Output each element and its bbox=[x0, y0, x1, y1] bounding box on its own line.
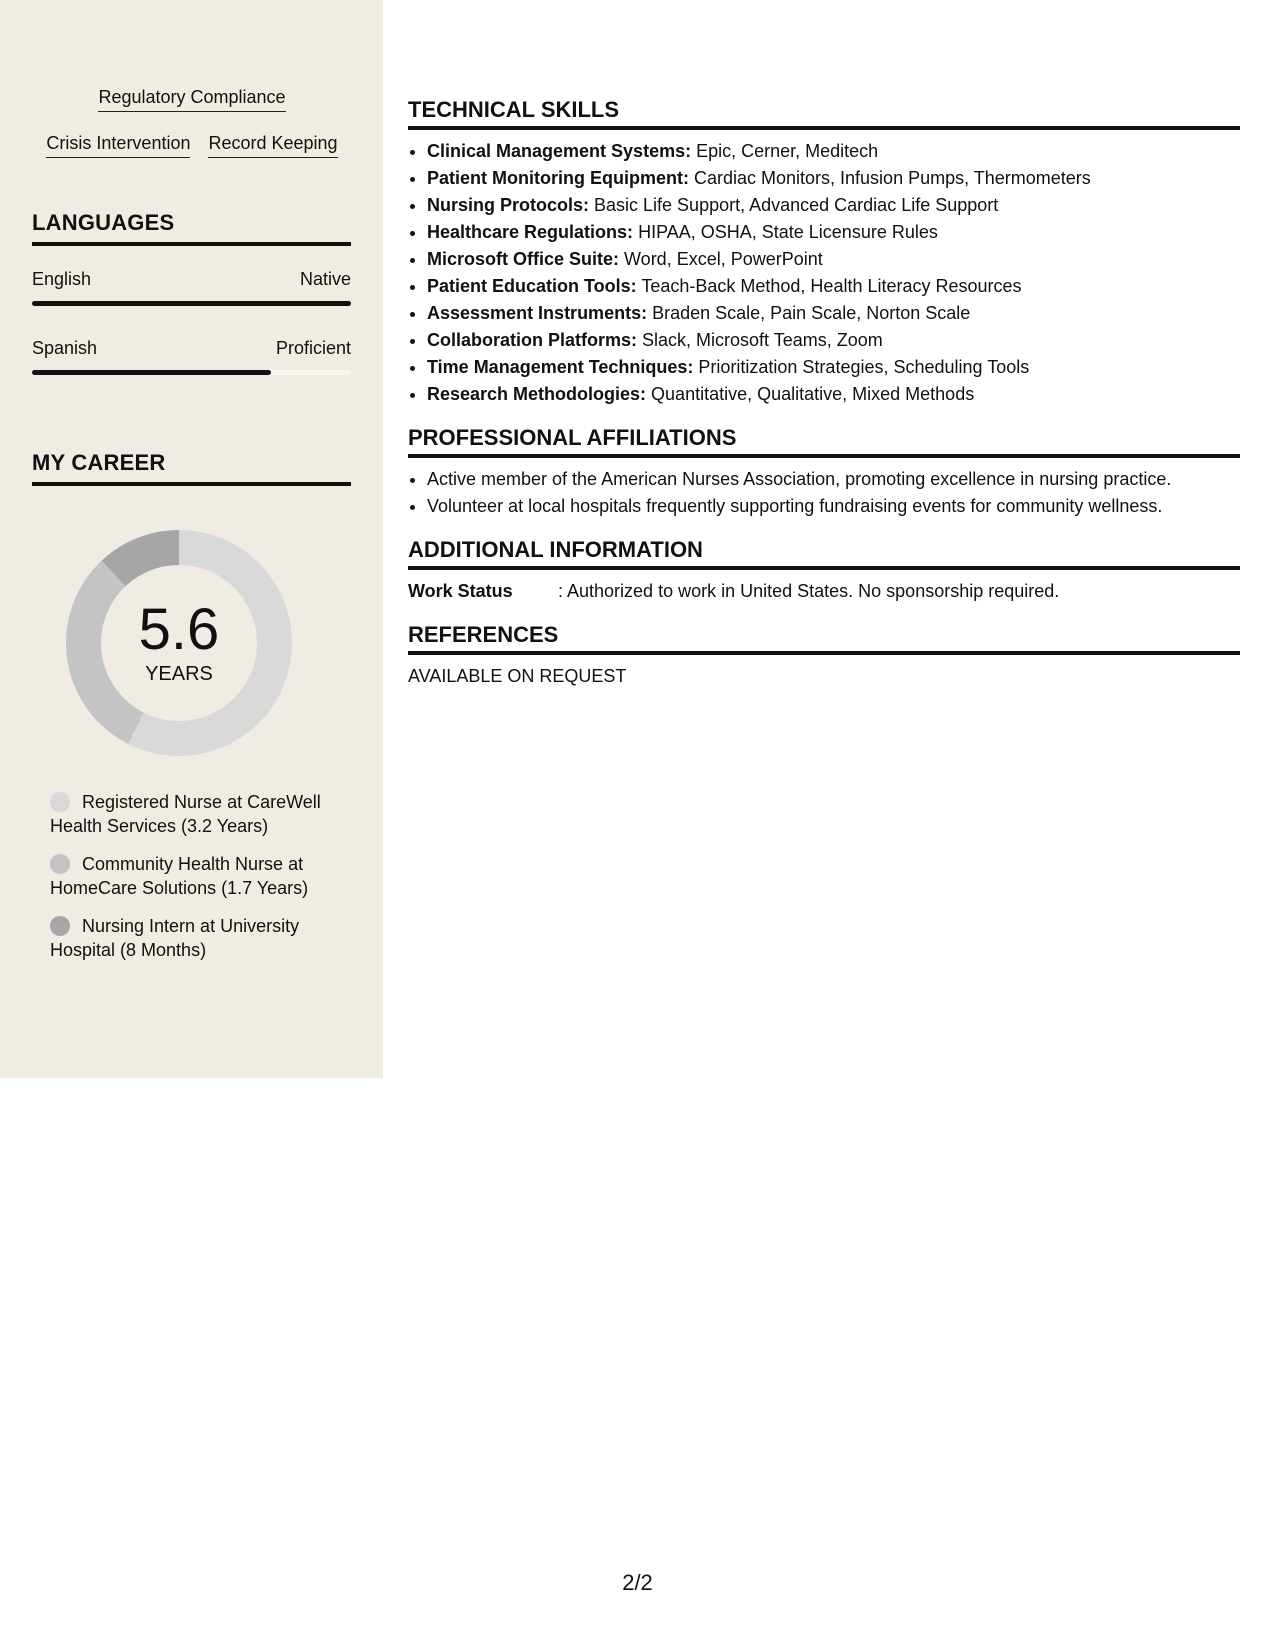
skill-item bbox=[427, 273, 1240, 300]
references-heading: REFERENCES bbox=[408, 621, 1240, 655]
language-proficiency-fill bbox=[32, 370, 271, 375]
skill-item bbox=[427, 219, 1240, 246]
language-proficiency-bar bbox=[32, 370, 351, 375]
references-text: AVAILABLE ON REQUEST bbox=[408, 666, 627, 686]
legend-label: Community Health Nurse at HomeCare Solutions (1.7 Years) bbox=[50, 854, 309, 898]
skill-value: Basic Life Support, Advanced Cardiac Life Support bbox=[589, 195, 999, 215]
skill-tag-crisis-intervention: Crisis Intervention bbox=[46, 132, 190, 158]
career-legend bbox=[50, 790, 340, 976]
skill-item bbox=[427, 381, 1240, 408]
skill-item bbox=[427, 192, 1240, 219]
skill-key: Patient Monitoring Equipment: bbox=[427, 168, 689, 188]
language-name: English bbox=[32, 269, 92, 289]
skill-key: Microsoft Office Suite: bbox=[427, 249, 620, 269]
skill-key: Patient Education Tools: bbox=[427, 276, 637, 296]
skill-key: Research Methodologies: bbox=[427, 384, 647, 404]
additional-info-heading: ADDITIONAL INFORMATION bbox=[408, 536, 1240, 570]
work-status-label: Work Status bbox=[408, 581, 513, 601]
language-level: Native bbox=[299, 269, 351, 289]
legend-item bbox=[50, 914, 340, 962]
skill-value: Prioritization Strategies, Scheduling Tools bbox=[693, 357, 1030, 377]
skill-key: Collaboration Platforms: bbox=[427, 330, 638, 350]
skill-tags bbox=[32, 86, 352, 178]
language-proficiency-bar bbox=[32, 301, 351, 306]
affiliations-heading: PROFESSIONAL AFFILIATIONS bbox=[408, 424, 1240, 458]
skill-item bbox=[427, 300, 1240, 327]
skill-value: Teach-Back Method, Health Literacy Resources bbox=[636, 276, 1022, 296]
skill-key: Assessment Instruments: bbox=[427, 303, 648, 323]
main-content bbox=[408, 96, 1240, 690]
affiliations-list bbox=[408, 466, 1240, 520]
skill-tag-row bbox=[32, 132, 352, 158]
language-level: Proficient bbox=[275, 338, 351, 358]
affiliation-item: • Active member of the American Nurses Association, promoting excellence in nursing practice. bbox=[427, 466, 1240, 493]
skill-value: Slack, Microsoft Teams, Zoom bbox=[637, 330, 883, 350]
skill-key: Healthcare Regulations: bbox=[427, 222, 634, 242]
skill-key: Clinical Management Systems: bbox=[427, 141, 692, 161]
legend-item bbox=[50, 852, 340, 900]
page-number: 2/2 bbox=[622, 1570, 653, 1595]
skill-tag-record-keeping: Record Keeping bbox=[208, 132, 337, 158]
skill-value: HIPAA, OSHA, State Licensure Rules bbox=[633, 222, 938, 242]
legend-label: Registered Nurse at CareWell Health Services (3.2 Years) bbox=[50, 792, 321, 836]
skill-key: Nursing Protocols: bbox=[427, 195, 590, 215]
career-donut-chart bbox=[64, 528, 294, 758]
skill-key: Time Management Techniques: bbox=[427, 357, 694, 377]
skill-tag-row bbox=[32, 86, 352, 112]
language-proficiency-fill bbox=[32, 301, 351, 306]
skill-tag-regulatory-compliance: Regulatory Compliance bbox=[98, 86, 285, 112]
skill-item bbox=[427, 327, 1240, 354]
skill-value: Cardiac Monitors, Infusion Pumps, Thermometers bbox=[688, 168, 1091, 188]
affiliation-item: • Volunteer at local hospitals frequently supporting fundraising events for community wellness. bbox=[427, 493, 1240, 520]
skill-value: Epic, Cerner, Meditech bbox=[691, 141, 879, 161]
career-total-value: 5.6 bbox=[138, 597, 220, 662]
legend-label: Nursing Intern at University Hospital (8 Months) bbox=[50, 916, 300, 960]
legend-swatch bbox=[50, 792, 70, 812]
legend-swatch bbox=[50, 854, 70, 874]
work-status-value: : Authorized to work in United States. No sponsorship required. bbox=[558, 581, 1060, 601]
skill-item bbox=[427, 246, 1240, 273]
legend-item bbox=[50, 790, 340, 838]
legend-swatch bbox=[50, 916, 70, 936]
technical-skills-list bbox=[408, 138, 1240, 408]
language-spanish bbox=[32, 337, 351, 375]
donut-center bbox=[64, 528, 294, 758]
sidebar bbox=[0, 0, 383, 1078]
language-name: Spanish bbox=[32, 338, 98, 358]
technical-skills-heading: TECHNICAL SKILLS bbox=[408, 96, 1240, 130]
skill-item bbox=[427, 165, 1240, 192]
career-heading: MY CAREER bbox=[32, 449, 351, 486]
skill-value: Quantitative, Qualitative, Mixed Methods bbox=[646, 384, 975, 404]
languages-heading: LANGUAGES bbox=[32, 209, 351, 246]
skill-value: Braden Scale, Pain Scale, Norton Scale bbox=[647, 303, 971, 323]
career-total-unit: YEARS bbox=[145, 663, 213, 685]
skill-item bbox=[427, 138, 1240, 165]
work-status-row bbox=[408, 578, 1240, 605]
skill-item bbox=[427, 354, 1240, 381]
skill-value: Word, Excel, PowerPoint bbox=[619, 249, 823, 269]
language-english bbox=[32, 268, 351, 306]
